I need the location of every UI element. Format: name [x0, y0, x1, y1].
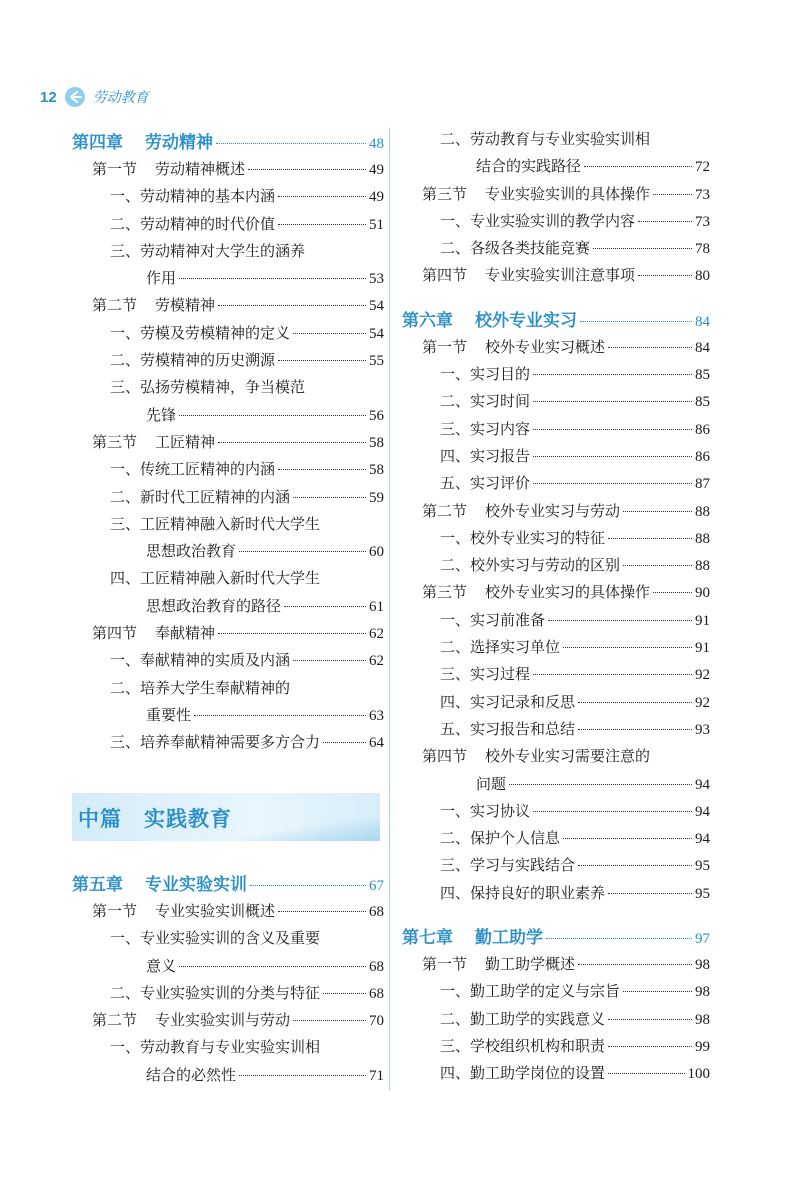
dot-leader: [218, 633, 366, 634]
section-title: 奉献精神: [155, 624, 216, 643]
page-ref: 88: [695, 503, 710, 520]
dot-leader: [578, 865, 692, 866]
item-entry[interactable]: [402, 663, 710, 690]
item-entry-first-line[interactable]: [72, 240, 384, 267]
page-ref: 84: [695, 313, 710, 330]
page-ref: 99: [695, 1038, 710, 1055]
page-ref: 49: [369, 162, 384, 178]
item-entry[interactable]: [402, 718, 710, 745]
item-entry[interactable]: [402, 609, 710, 636]
item-title: 一、传统工匠精神的内涵: [110, 460, 276, 479]
page-ref: 68: [369, 985, 384, 1002]
dot-leader: [248, 169, 366, 170]
dot-leader: [218, 305, 366, 306]
dot-leader: [546, 938, 692, 939]
dot-leader: [623, 565, 692, 566]
dot-leader: [580, 321, 692, 322]
section-entry[interactable]: [402, 500, 710, 527]
section-entry[interactable]: [402, 183, 710, 210]
item-title: 四、工匠精神融入新时代大学生: [110, 569, 321, 588]
item-entry[interactable]: [72, 213, 384, 240]
item-title-continued: 意义: [146, 956, 177, 975]
section-entry-continuation[interactable]: [402, 773, 710, 800]
page-ref: 60: [369, 544, 384, 561]
item-title: 一、劳动精神的基本内涵: [110, 187, 276, 206]
toc-left-column-part2: [72, 870, 384, 1091]
section-entry[interactable]: [72, 622, 384, 649]
section-number: 第二节: [92, 1011, 138, 1030]
item-entry[interactable]: [72, 185, 384, 212]
page-ref: 91: [695, 640, 710, 657]
section-number: 第一节: [422, 955, 468, 974]
page-ref: 58: [369, 462, 384, 479]
item-entry[interactable]: [72, 649, 384, 676]
dot-leader: [218, 442, 366, 443]
dot-leader: [194, 715, 366, 716]
page-ref: 84: [695, 339, 710, 356]
chapter-number: 第七章: [402, 928, 453, 948]
dot-leader: [584, 166, 692, 167]
page-ref: 94: [695, 776, 710, 793]
section-title: 劳动精神概述: [155, 160, 246, 178]
page-ref: 85: [695, 394, 710, 411]
item-title: 一、实习目的: [440, 365, 531, 384]
item-entry-continuation[interactable]: [72, 955, 384, 982]
page-ref: 95: [695, 858, 710, 875]
page-ref: 98: [695, 984, 710, 1001]
item-entry[interactable]: [72, 322, 384, 349]
page-header: [40, 86, 149, 108]
section-number: 第二节: [422, 501, 468, 520]
section-title: 专业实验实训的具体操作: [485, 184, 651, 203]
item-title: 一、勤工助学的定义与宗旨: [440, 982, 621, 1001]
page-ref: 49: [369, 189, 384, 206]
item-entry[interactable]: [402, 1062, 710, 1089]
section-entry-first-line[interactable]: [402, 745, 710, 772]
dot-leader: [623, 991, 692, 992]
dot-leader: [638, 221, 692, 222]
page-ref: 78: [695, 241, 710, 258]
item-entry-first-line[interactable]: [72, 1036, 384, 1063]
item-title: 三、培养奉献精神需要多方合力: [110, 733, 321, 752]
item-entry[interactable]: [72, 982, 384, 1009]
page-ref: 68: [369, 904, 384, 920]
dot-leader: [563, 647, 692, 648]
dot-leader: [239, 1075, 366, 1076]
section-title: 专业实验实训概述: [155, 902, 276, 920]
page-ref: 56: [369, 407, 384, 424]
item-title: 二、专业实验实训的分类与特征: [110, 983, 321, 1002]
item-entry-continuation[interactable]: [72, 404, 384, 431]
item-entry[interactable]: [402, 882, 710, 909]
section-entry[interactable]: [72, 294, 384, 321]
page-ref: 73: [695, 213, 710, 230]
section-number: 第四节: [422, 747, 468, 766]
page-ref: 100: [687, 1066, 710, 1083]
section-title: 校外专业实习概述: [485, 337, 606, 356]
page-ref: 94: [695, 831, 710, 848]
back-arrow-icon: [65, 87, 85, 107]
item-title: 一、实习前准备: [440, 610, 546, 629]
page-ref: 98: [695, 1011, 710, 1028]
chapter-number: 第六章: [402, 310, 453, 330]
item-title: 二、勤工助学的实践意义: [440, 1009, 606, 1028]
page-ref: 73: [695, 186, 710, 203]
chapter-title: 专业实验实训: [145, 875, 247, 894]
item-title: 五、实习报告和总结: [440, 719, 576, 738]
section-title: 勤工助学概述: [485, 955, 576, 974]
item-title: 四、实习记录和反思: [440, 692, 576, 711]
dot-leader: [593, 248, 692, 249]
item-title: 三、学校组织机构和职责: [440, 1036, 606, 1055]
dot-leader: [278, 196, 366, 197]
section-number: 第三节: [92, 432, 138, 451]
page-ref: 59: [369, 489, 384, 506]
page-ref: 88: [695, 530, 710, 547]
item-title: 一、劳模及劳模精神的定义: [110, 323, 291, 342]
page-ref: 91: [695, 612, 710, 629]
book-title: 劳动教育: [92, 89, 149, 105]
item-entry-continuation[interactable]: [402, 155, 710, 182]
chapter-heading[interactable]: [402, 306, 710, 336]
chapter-heading[interactable]: [72, 870, 384, 900]
item-entry[interactable]: [402, 1008, 710, 1035]
page-ref: 55: [369, 353, 384, 370]
section-number: 第三节: [422, 184, 468, 203]
dot-leader: [293, 333, 366, 334]
item-entry[interactable]: [402, 980, 710, 1007]
dot-leader: [533, 374, 692, 375]
page-ref: 90: [695, 585, 710, 602]
page-ref: 68: [369, 958, 384, 975]
page-ref: 92: [695, 694, 710, 711]
section-title: 工匠精神: [155, 432, 216, 451]
section-title: 专业实验实训与劳动: [155, 1011, 291, 1030]
dot-leader: [578, 702, 692, 703]
chapter-number: 第五章: [72, 875, 123, 894]
section-number: 第一节: [92, 902, 138, 920]
item-entry[interactable]: [402, 554, 710, 581]
section-entry[interactable]: [72, 158, 384, 185]
dot-leader: [179, 966, 366, 967]
item-entry-continuation[interactable]: [72, 704, 384, 731]
item-title: 二、选择实习单位: [440, 638, 561, 657]
section-number: 第一节: [422, 337, 468, 356]
section-entry[interactable]: [402, 264, 710, 291]
item-title: 二、新时代工匠精神的内涵: [110, 487, 291, 506]
page-ref: 62: [369, 653, 384, 670]
item-title: 一、校外专业实习的特征: [440, 528, 606, 547]
section-title: 劳模精神: [155, 296, 216, 315]
page-ref: 63: [369, 707, 384, 724]
dot-leader: [548, 620, 692, 621]
chapter-title: 劳动精神: [145, 133, 213, 152]
item-entry[interactable]: [402, 527, 710, 554]
item-title-continued: 思想政治教育的路径: [146, 596, 282, 615]
dot-leader: [179, 278, 366, 279]
dot-leader: [533, 811, 692, 812]
dot-leader: [578, 964, 692, 965]
item-title-continued: 思想政治教育: [146, 542, 237, 561]
dot-leader: [533, 456, 692, 457]
item-entry[interactable]: [402, 636, 710, 663]
item-title: 二、培养大学生奉献精神的: [110, 678, 291, 697]
dot-leader: [533, 483, 692, 484]
item-title: 三、劳动精神对大学生的涵养: [110, 241, 306, 260]
page-ref: 53: [369, 271, 384, 288]
item-entry[interactable]: [402, 472, 710, 499]
section-title: 校外专业实习需要注意的: [485, 747, 651, 766]
dot-leader: [608, 1073, 684, 1074]
item-entry[interactable]: [72, 458, 384, 485]
page-ref: 92: [695, 667, 710, 684]
dot-leader: [533, 429, 692, 430]
dot-leader: [509, 784, 692, 785]
dot-leader: [323, 742, 366, 743]
section-entry[interactable]: [402, 336, 710, 363]
section-entry[interactable]: [72, 1009, 384, 1036]
item-title: 四、保持良好的职业素养: [440, 883, 606, 902]
item-entry[interactable]: [402, 854, 710, 881]
section-entry[interactable]: [72, 900, 384, 927]
section-title: 校外专业实习的具体操作: [485, 583, 651, 602]
dot-leader: [250, 885, 366, 886]
section-number: 第三节: [422, 583, 468, 602]
item-title: 一、专业实验实训的含义及重要: [110, 929, 321, 948]
chapter-title: 勤工助学: [475, 928, 543, 948]
page-ref: 70: [369, 1013, 384, 1030]
item-title-continued: 结合的实践路径: [476, 157, 582, 176]
item-entry-first-line[interactable]: [72, 513, 384, 540]
page-ref: 61: [369, 598, 384, 615]
item-title: 三、学习与实践结合: [440, 856, 576, 875]
page-ref: 94: [695, 803, 710, 820]
section-title: 专业实验实训注意事项: [485, 266, 636, 285]
dot-leader: [293, 1020, 366, 1021]
dot-leader: [608, 1046, 692, 1047]
dot-leader: [608, 538, 692, 539]
item-entry-first-line[interactable]: [72, 927, 384, 954]
page-ref: 87: [695, 476, 710, 493]
section-entry[interactable]: [402, 953, 710, 980]
page-ref: 85: [695, 367, 710, 384]
dot-leader: [623, 511, 692, 512]
section-number: 第四节: [422, 266, 468, 285]
chapter-heading[interactable]: [72, 128, 384, 158]
item-title: 三、弘扬劳模精神，争当模范: [110, 378, 306, 397]
section-number: 第一节: [92, 160, 138, 178]
page-ref: 88: [695, 558, 710, 575]
chapter-heading[interactable]: [402, 923, 710, 953]
item-title-continued: 作用: [146, 269, 177, 288]
dot-leader: [533, 401, 692, 402]
part-title: 中篇 实践教育: [78, 808, 232, 831]
page-ref: 93: [695, 721, 710, 738]
item-entry[interactable]: [402, 363, 710, 390]
item-title: 一、劳动教育与专业实验实训相: [110, 1038, 321, 1057]
item-entry[interactable]: [402, 418, 710, 445]
dot-leader: [653, 592, 692, 593]
item-title: 二、劳动教育与专业实验实训相: [440, 130, 651, 148]
dot-leader: [293, 497, 366, 498]
dot-leader: [239, 551, 366, 552]
dot-leader: [533, 674, 692, 675]
section-title: 校外专业实习与劳动: [485, 501, 621, 520]
page-ref: 58: [369, 434, 384, 451]
item-entry-first-line[interactable]: [402, 128, 710, 155]
item-title: 三、实习过程: [440, 665, 531, 684]
section-entry[interactable]: [72, 431, 384, 458]
item-title: 四、勤工助学岗位的设置: [440, 1064, 606, 1083]
dot-leader: [293, 660, 366, 661]
page-number: 12: [40, 88, 57, 106]
page-ref: 54: [369, 325, 384, 342]
item-entry-continuation[interactable]: [72, 1064, 384, 1091]
dot-leader: [608, 893, 692, 894]
item-title: 五、实习评价: [440, 474, 531, 493]
page-ref: 54: [369, 298, 384, 315]
item-entry[interactable]: [402, 1035, 710, 1062]
item-title: 一、奉献精神的实质及内涵: [110, 651, 291, 670]
item-title: 二、劳动精神的时代价值: [110, 214, 276, 233]
item-entry-first-line[interactable]: [72, 677, 384, 704]
page-ref: 72: [695, 159, 710, 176]
toc-left-column: [72, 128, 384, 759]
item-entry[interactable]: [402, 210, 710, 237]
page-ref: 97: [695, 931, 710, 948]
section-entry[interactable]: [402, 581, 710, 608]
dot-leader: [278, 360, 366, 361]
page-ref: 86: [695, 448, 710, 465]
toc-right-column: [402, 128, 710, 1090]
dot-leader: [278, 911, 366, 912]
item-entry[interactable]: [72, 731, 384, 758]
item-entry[interactable]: [402, 445, 710, 472]
dot-leader: [323, 993, 366, 994]
dot-leader: [608, 1019, 692, 1020]
page-ref: 80: [695, 268, 710, 285]
item-title: 四、实习报告: [440, 446, 531, 465]
item-title-continued: 结合的必然性: [146, 1065, 237, 1084]
section-title-continued: 问题: [476, 774, 507, 793]
chapter-number: 第四章: [72, 133, 123, 152]
dot-leader: [563, 838, 692, 839]
page-ref: 51: [369, 216, 384, 233]
page-ref: 71: [369, 1067, 384, 1084]
item-title: 三、工匠精神融入新时代大学生: [110, 514, 321, 533]
item-entry[interactable]: [72, 486, 384, 513]
item-title: 一、专业实验实训的教学内容: [440, 211, 636, 230]
section-number: 第二节: [92, 296, 138, 315]
item-title: 二、校外实习与劳动的区别: [440, 556, 621, 575]
item-title: 二、劳模精神的历史溯源: [110, 351, 276, 370]
item-title-continued: 重要性: [146, 705, 192, 724]
item-entry-first-line[interactable]: [72, 376, 384, 403]
dot-leader: [608, 347, 692, 348]
page-ref: 62: [369, 626, 384, 643]
page-ref: 86: [695, 421, 710, 438]
dot-leader: [179, 415, 366, 416]
item-title: 二、各级各类技能竞赛: [440, 239, 591, 258]
item-entry[interactable]: [402, 800, 710, 827]
item-title: 二、保护个人信息: [440, 829, 561, 848]
dot-leader: [284, 606, 366, 607]
section-number: 第四节: [92, 624, 138, 643]
dot-leader: [278, 469, 366, 470]
item-title: 三、实习内容: [440, 419, 531, 438]
dot-leader: [653, 194, 692, 195]
item-entry-continuation[interactable]: [72, 540, 384, 567]
column-divider: [389, 128, 390, 1090]
item-entry[interactable]: [402, 827, 710, 854]
part-banner: [72, 793, 380, 841]
item-entry[interactable]: [402, 691, 710, 718]
dot-leader: [638, 275, 692, 276]
item-entry[interactable]: [402, 237, 710, 264]
dot-leader: [578, 729, 692, 730]
page-ref: 64: [369, 735, 384, 752]
chapter-title: 校外专业实习: [475, 310, 577, 330]
item-entry-continuation[interactable]: [72, 595, 384, 622]
page-ref: 95: [695, 885, 710, 902]
dot-leader: [278, 224, 366, 225]
item-title-continued: 先锋: [146, 405, 177, 424]
item-title: 一、实习协议: [440, 801, 531, 820]
item-entry[interactable]: [72, 349, 384, 376]
item-title: 二、实习时间: [440, 392, 531, 411]
item-entry-first-line[interactable]: [72, 567, 384, 594]
dot-leader: [216, 143, 366, 144]
page-ref: 48: [369, 136, 384, 152]
page-ref: 98: [695, 957, 710, 974]
item-entry[interactable]: [402, 390, 710, 417]
page-ref: 67: [369, 878, 384, 894]
item-entry-continuation[interactable]: [72, 267, 384, 294]
